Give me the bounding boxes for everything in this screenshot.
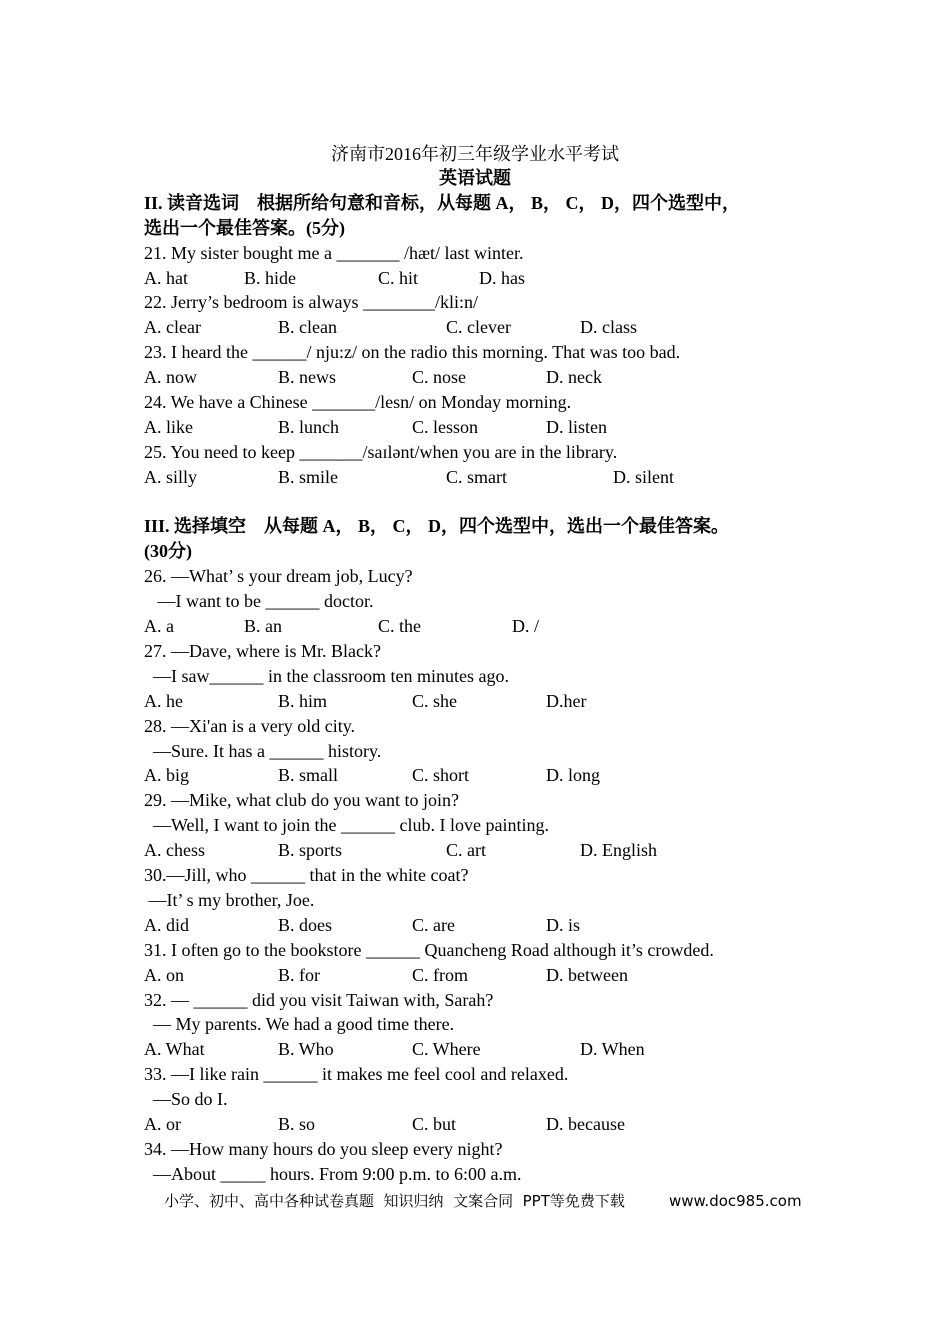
q24-option-d: D. listen	[546, 417, 607, 437]
q22-option-c: C. clever	[446, 317, 511, 337]
question-26: 26. —What’ s your dream job, Lucy?	[144, 566, 413, 586]
question-32: 32. — ______ did you visit Taiwan with, Sarah?	[144, 990, 494, 1010]
q31-option-b: B. for	[278, 965, 320, 985]
question-23: 23. I heard the ______/ nju:z/ on the radio this morning. That was too bad.	[144, 342, 681, 362]
q29-option-b: B. sports	[278, 840, 343, 860]
q28-option-c: C. short	[412, 765, 470, 785]
question-32-reply: — My parents. We had a good time there.	[144, 1014, 455, 1034]
question-33-reply: —So do I.	[144, 1089, 228, 1109]
q30-option-d: D. is	[546, 915, 581, 935]
section-3-heading-cont: (30分)	[144, 541, 192, 561]
question-28-reply: —Sure. It has a ______ history.	[144, 741, 382, 761]
q26-option-a: A. a	[144, 616, 174, 636]
q21-option-d: D. has	[479, 268, 525, 288]
q33-option-b: B. so	[278, 1114, 316, 1134]
q26-option-b: B. an	[244, 616, 282, 636]
q23-option-a: A. now	[144, 367, 197, 387]
question-30-reply: —It’ s my brother, Joe.	[144, 890, 315, 910]
q22-option-d: D. class	[580, 317, 637, 337]
q33-option-c: C. but	[412, 1114, 457, 1134]
q25-option-b: B. smile	[278, 467, 339, 487]
q27-option-b: B. him	[278, 691, 328, 711]
q30-option-a: A. did	[144, 915, 189, 935]
q32-option-a: A. What	[144, 1039, 205, 1059]
question-24: 24. We have a Chinese _______/lesn/ on Monday morning.	[144, 392, 572, 412]
q25-option-d: D. silent	[613, 467, 674, 487]
q21-option-c: C. hit	[378, 268, 419, 288]
question-34: 34. —How many hours do you sleep every night?	[144, 1139, 503, 1159]
q31-option-d: D. between	[546, 965, 628, 985]
q23-option-d: D. neck	[546, 367, 602, 387]
q29-option-a: A. chess	[144, 840, 205, 860]
section-2-heading-cont: 选出一个最佳答案。(5分)	[144, 218, 345, 238]
q24-option-a: A. like	[144, 417, 193, 437]
q27-option-a: A. he	[144, 691, 183, 711]
question-22: 22. Jerry’s bedroom is always ________/kli:n/	[144, 292, 478, 312]
question-29: 29. —Mike, what club do you want to join?	[144, 790, 459, 810]
question-29-reply: —Well, I want to join the ______ club. I love painting.	[144, 815, 549, 835]
q22-option-a: A. clear	[144, 317, 201, 337]
q27-option-d: D.her	[546, 691, 587, 711]
question-28: 28. —Xi'an is a very old city.	[144, 716, 356, 736]
question-27: 27. —Dave, where is Mr. Black?	[144, 641, 381, 661]
q25-option-a: A. silly	[144, 467, 198, 487]
q23-option-b: B. news	[278, 367, 336, 387]
q30-option-c: C. are	[412, 915, 455, 935]
q32-option-c: C. Where	[412, 1039, 481, 1059]
q31-option-c: C. from	[412, 965, 468, 985]
q30-option-b: B. does	[278, 915, 332, 935]
question-30: 30.—Jill, who ______ that in the white coat?	[144, 865, 469, 885]
section-3-heading: III. 选择填空 从每题 A， B， C， D，四个选型中，选出一个最佳答案。	[144, 516, 730, 536]
q33-option-d: D. because	[546, 1114, 625, 1134]
question-25: 25. You need to keep _______/saɪlənt/when you are in the library.	[144, 442, 618, 462]
question-21: 21. My sister bought me a _______ /hæt/ last winter.	[144, 243, 524, 263]
q27-option-c: C. she	[412, 691, 457, 711]
q26-option-c: C. the	[378, 616, 421, 636]
q23-option-c: C. nose	[412, 367, 466, 387]
question-27-reply: —I saw______ in the classroom ten minutes ago.	[144, 666, 509, 686]
section-2-heading: II. 读音选词 根据所给句意和音标，从每题 A， B， C， D，四个选型中，	[144, 193, 741, 213]
q31-option-a: A. on	[144, 965, 184, 985]
q21-option-a: A. hat	[144, 268, 188, 288]
q33-option-a: A. or	[144, 1114, 181, 1134]
question-33: 33. —I like rain ______ it makes me feel cool and relaxed.	[144, 1064, 569, 1084]
q32-option-d: D. When	[580, 1039, 645, 1059]
q25-option-c: C. smart	[446, 467, 507, 487]
question-34-reply: —About _____ hours. From 9:00 p.m. to 6:00 a.m.	[144, 1164, 522, 1184]
footer-text: 小学、初中、高中各种试卷真题 知识归纳 文案合同 PPT等免费下载	[164, 1192, 625, 1210]
q21-option-b: B. hide	[244, 268, 296, 288]
q28-option-a: A. big	[144, 765, 189, 785]
q24-option-c: C. lesson	[412, 417, 479, 437]
q29-option-d: D. English	[580, 840, 658, 860]
q28-option-b: B. small	[278, 765, 339, 785]
q26-option-d: D. /	[512, 616, 539, 636]
q29-option-c: C. art	[446, 840, 486, 860]
question-26-reply: —I want to be ______ doctor.	[144, 591, 374, 611]
question-31: 31. I often go to the bookstore ______ Quancheng Road although it’s crowded.	[144, 940, 714, 960]
q32-option-b: B. Who	[278, 1039, 334, 1059]
exam-subtitle: 英语试题	[439, 168, 511, 188]
q24-option-b: B. lunch	[278, 417, 339, 437]
footer-website: www.doc985.com	[669, 1192, 802, 1210]
q28-option-d: D. long	[546, 765, 600, 785]
exam-title: 济南市2016年初三年级学业水平考试	[331, 144, 619, 164]
q22-option-b: B. clean	[278, 317, 337, 337]
